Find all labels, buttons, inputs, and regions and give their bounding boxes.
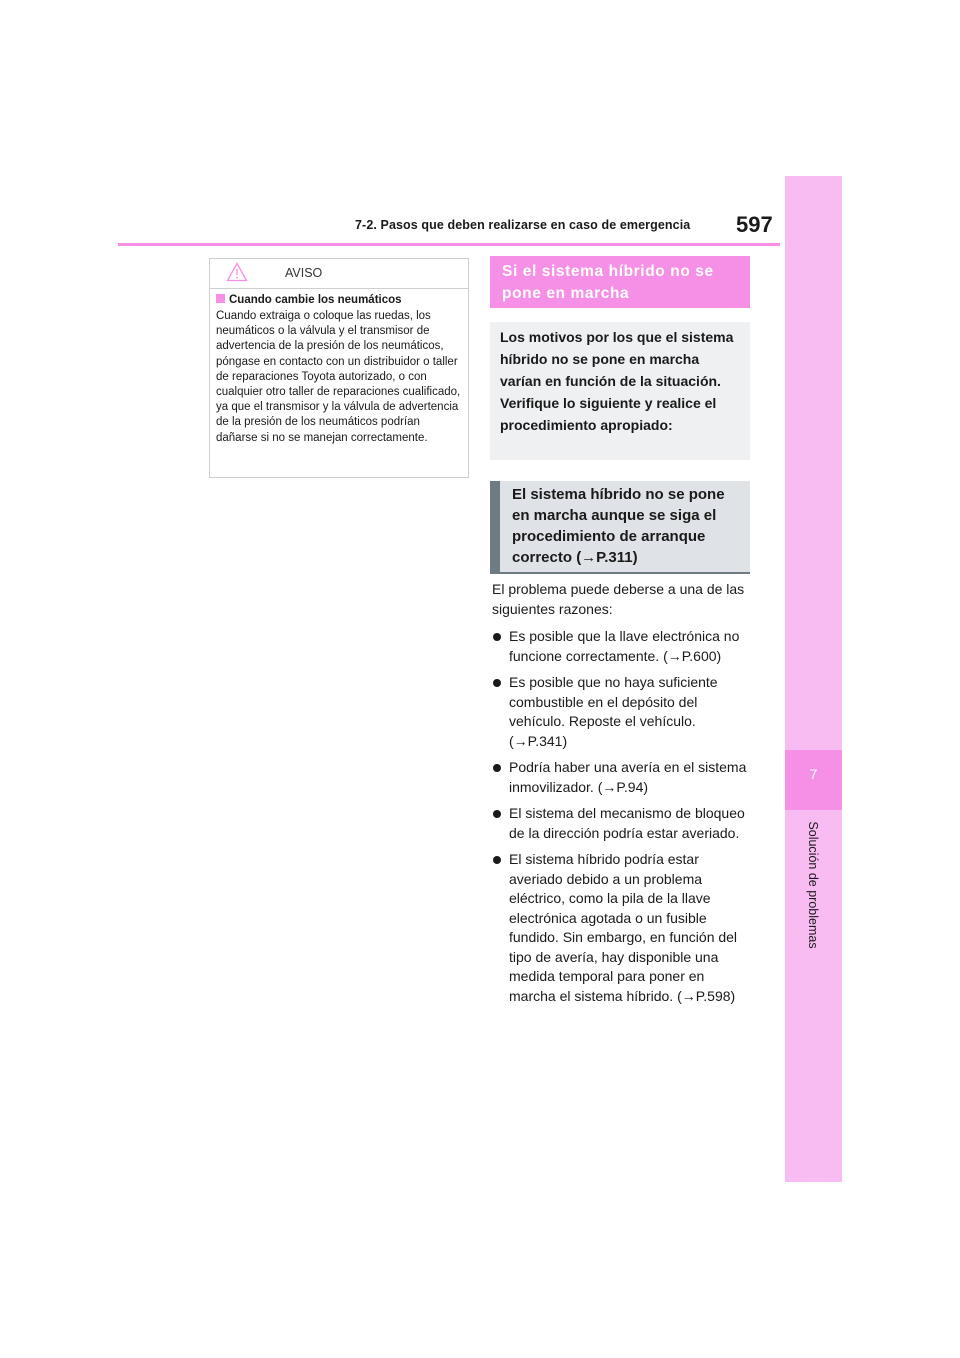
list-item	[492, 673, 754, 751]
square-marker-icon	[216, 294, 225, 303]
warning-box	[209, 258, 469, 478]
section-intro: Los motivos por los que el sistema híbrido no se pone en marcha varían en función de la situación. Verifique lo siguiente y realice el procedimiento apropiado:	[490, 322, 750, 460]
reasons-list	[492, 627, 754, 1006]
warning-subheading	[216, 294, 468, 306]
chapter-number: 7	[809, 766, 818, 782]
warning-subheading-text: Cuando cambie los neumáticos	[229, 294, 402, 306]
list-item	[492, 850, 754, 1006]
list-item-text: Es posible que no haya suficiente combustible en el depósito del vehículo. Reposte el vehículo. (→P.341)	[509, 674, 718, 749]
list-item-text: Es posible que la llave electrónica no funcione correctamente. (→P.600)	[509, 628, 740, 664]
section-title: 7-2. Pasos que deben realizarse en caso de emergencia	[355, 218, 691, 232]
list-item-text: Podría haber una avería en el sistema inmovilizador. (→P.94)	[509, 759, 747, 795]
list-item	[492, 758, 754, 797]
warning-body: Cuando extraiga o coloque las ruedas, los neumáticos o la válvula y el transmisor de advertencia de la presión de los neumáticos, póngase en contacto con un distribuidor o taller de reparaciones Toyota autorizado, o con cualquier otro taller de reparaciones cualificado, ya que el transmisor y la válvula de advertencia de la presión de los neumáticos podrían dañarse si no se manejan correctamente.	[216, 310, 461, 444]
list-item	[492, 804, 754, 843]
list-item	[492, 627, 754, 666]
warning-header	[210, 259, 468, 289]
page-number: 597	[736, 212, 773, 237]
warning-triangle-icon	[226, 262, 248, 287]
header-divider	[118, 243, 780, 246]
subsection-heading: El sistema híbrido no se pone en marcha aunque se siga el procedimiento de arranque correcto (→P.311)	[490, 481, 750, 574]
section-heading: Si el sistema híbrido no se pone en marcha	[490, 256, 750, 308]
warning-label: AVISO	[285, 266, 323, 280]
chapter-label: Solución de problemas	[806, 821, 820, 949]
bullet-dot-icon	[493, 679, 501, 687]
chapter-side-tab	[785, 176, 842, 1182]
bullet-dot-icon	[493, 810, 501, 818]
list-item-text: El sistema híbrido podría estar averiado debido a un problema eléctrico, como la pila de la llave electrónica agotada o un fusible fundido. Sin embargo, en función del tipo de avería, hay disponible una medida temporal para poner en marcha el sistema híbrido. (→P.598)	[509, 851, 738, 1004]
list-item-text: El sistema del mecanismo de bloqueo de la dirección podría estar averiado.	[509, 805, 745, 841]
bullet-dot-icon	[493, 764, 501, 772]
lead-paragraph: El problema puede deberse a una de las siguientes razones:	[492, 581, 745, 617]
bullet-dot-icon	[493, 856, 501, 864]
bullet-dot-icon	[493, 633, 501, 641]
main-content	[492, 580, 754, 1013]
